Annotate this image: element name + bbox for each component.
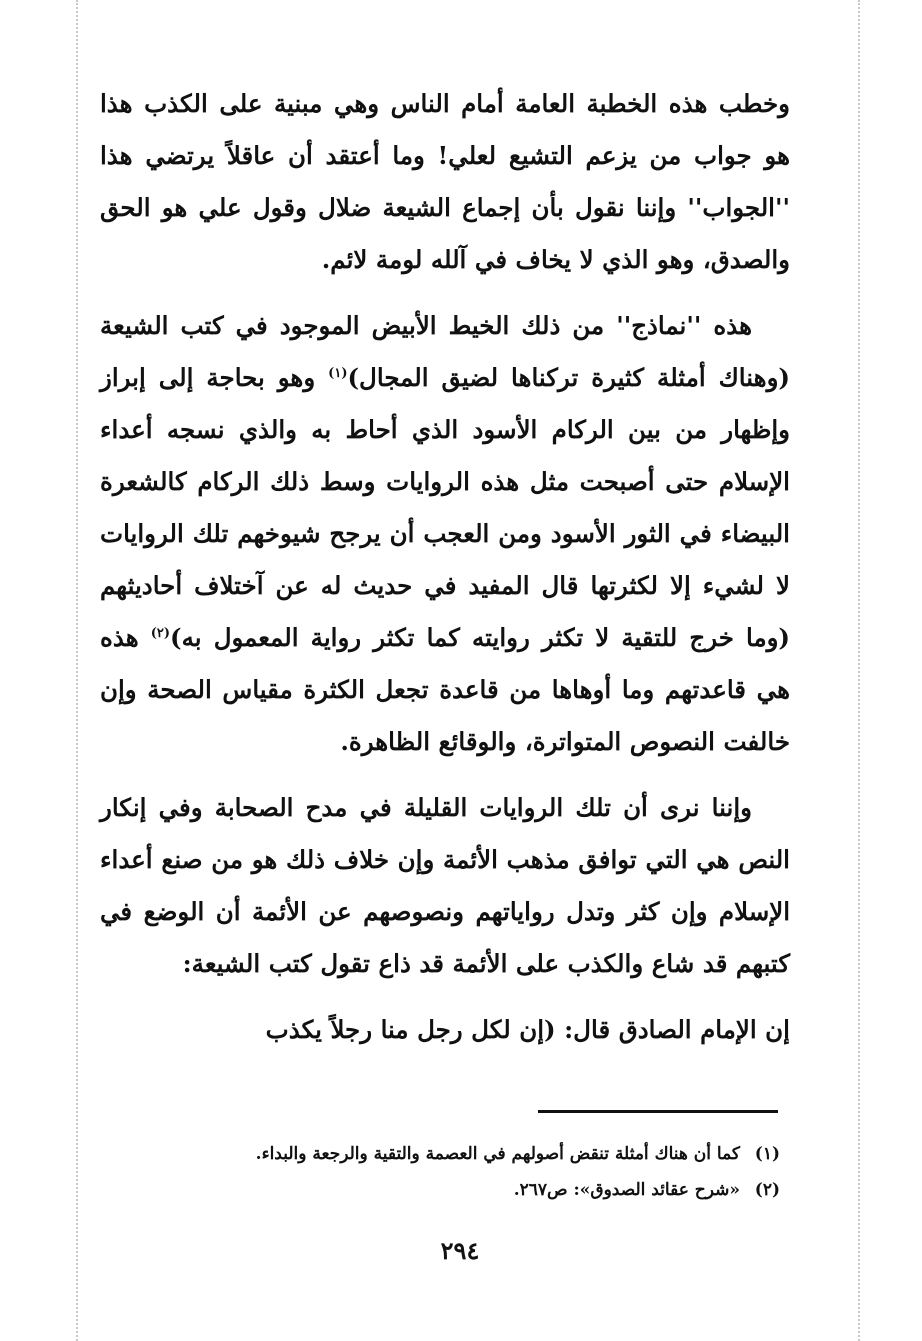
footnote-ref-2[interactable]: (٢) — [150, 625, 171, 641]
footnote-2-text: «شرح عقائد الصدوق»: ص٢٦٧. — [513, 1180, 740, 1200]
body-text — [100, 78, 790, 1056]
scan-guide-right — [858, 0, 860, 1341]
scan-guide-left — [76, 0, 78, 1341]
footnote-ref-1[interactable]: (١) — [328, 365, 348, 381]
footnote-divider — [538, 1110, 778, 1113]
paragraph-2-text-a: هذه ''نماذج'' من ذلك الخيط الأبيض الموجود في كتب الشيعة (وهناك أمثلة كثيرة تركناها لضيق المجال) — [100, 311, 790, 392]
page-number: ٢٩٤ — [440, 1236, 480, 1265]
footnote-2-number: (٢) — [754, 1180, 780, 1200]
footnote-2 — [140, 1172, 780, 1208]
footnote-1 — [140, 1136, 780, 1172]
paragraph-2-text-b: وهو بحاجة إلى إبراز وإظهار من بين الركام الأسود الذي أحاط به والذي نسجه أعداء الإسلام حتى أصبحت مثل هذه الروايات وسط ذلك الركام كالشعرة البيضاء في الثور الأسود ومن العجب أن يرجح شيوخهم تلك الروايات لا لشيء إلا لكثرتها قال المفيد في حديث له عن آختلاف أحاديثهم (وما خرج للتقية لا تكثر روايته كما تكثر رواية المعمول به) — [100, 363, 790, 652]
paragraph-2-text-c: هذه هي قاعدتهم وما أوهاها من قاعدة تجعل الكثرة مقياس الصحة وإن خالفت النصوص المتواترة، والوقائع الظاهرة. — [100, 623, 790, 756]
footnotes — [140, 1136, 780, 1208]
paragraph-3: وإننا نرى أن تلك الروايات القليلة في مدح الصحابة وفي إنكار النص هي التي توافق مذهب الأئمة وإن خلاف ذلك هو من صنع أعداء الإسلام وإن كثر وتدل رواياتهم ونصوصهم عن الأئمة أن الوضع في كتبهم قد شاع والكذب على الأئمة قد ذاع تقول كتب الشيعة: — [100, 793, 790, 978]
paragraph-2 — [100, 300, 790, 768]
paragraph-4: إن الإمام الصادق قال: (إن لكل رجل منا رجلاً يكذب — [265, 1015, 790, 1044]
footnote-1-number: (١) — [754, 1144, 780, 1164]
paragraph-1: وخطب هذه الخطبة العامة أمام الناس وهي مبنية على الكذب هذا هو جواب من يزعم التشيع لعلي! وما أعتقد أن عاقلاً يرتضي هذا ''الجواب'' وإننا نقول بأن إجماع الشيعة ضلال وقول علي هو الحق والصدق، وهو الذي لا يخاف في آلله لومة لائم. — [100, 89, 790, 274]
footnote-1-text: كما أن هناك أمثلة تنقض أصولهم في العصمة والتقية والرجعة والبداء. — [255, 1144, 740, 1164]
